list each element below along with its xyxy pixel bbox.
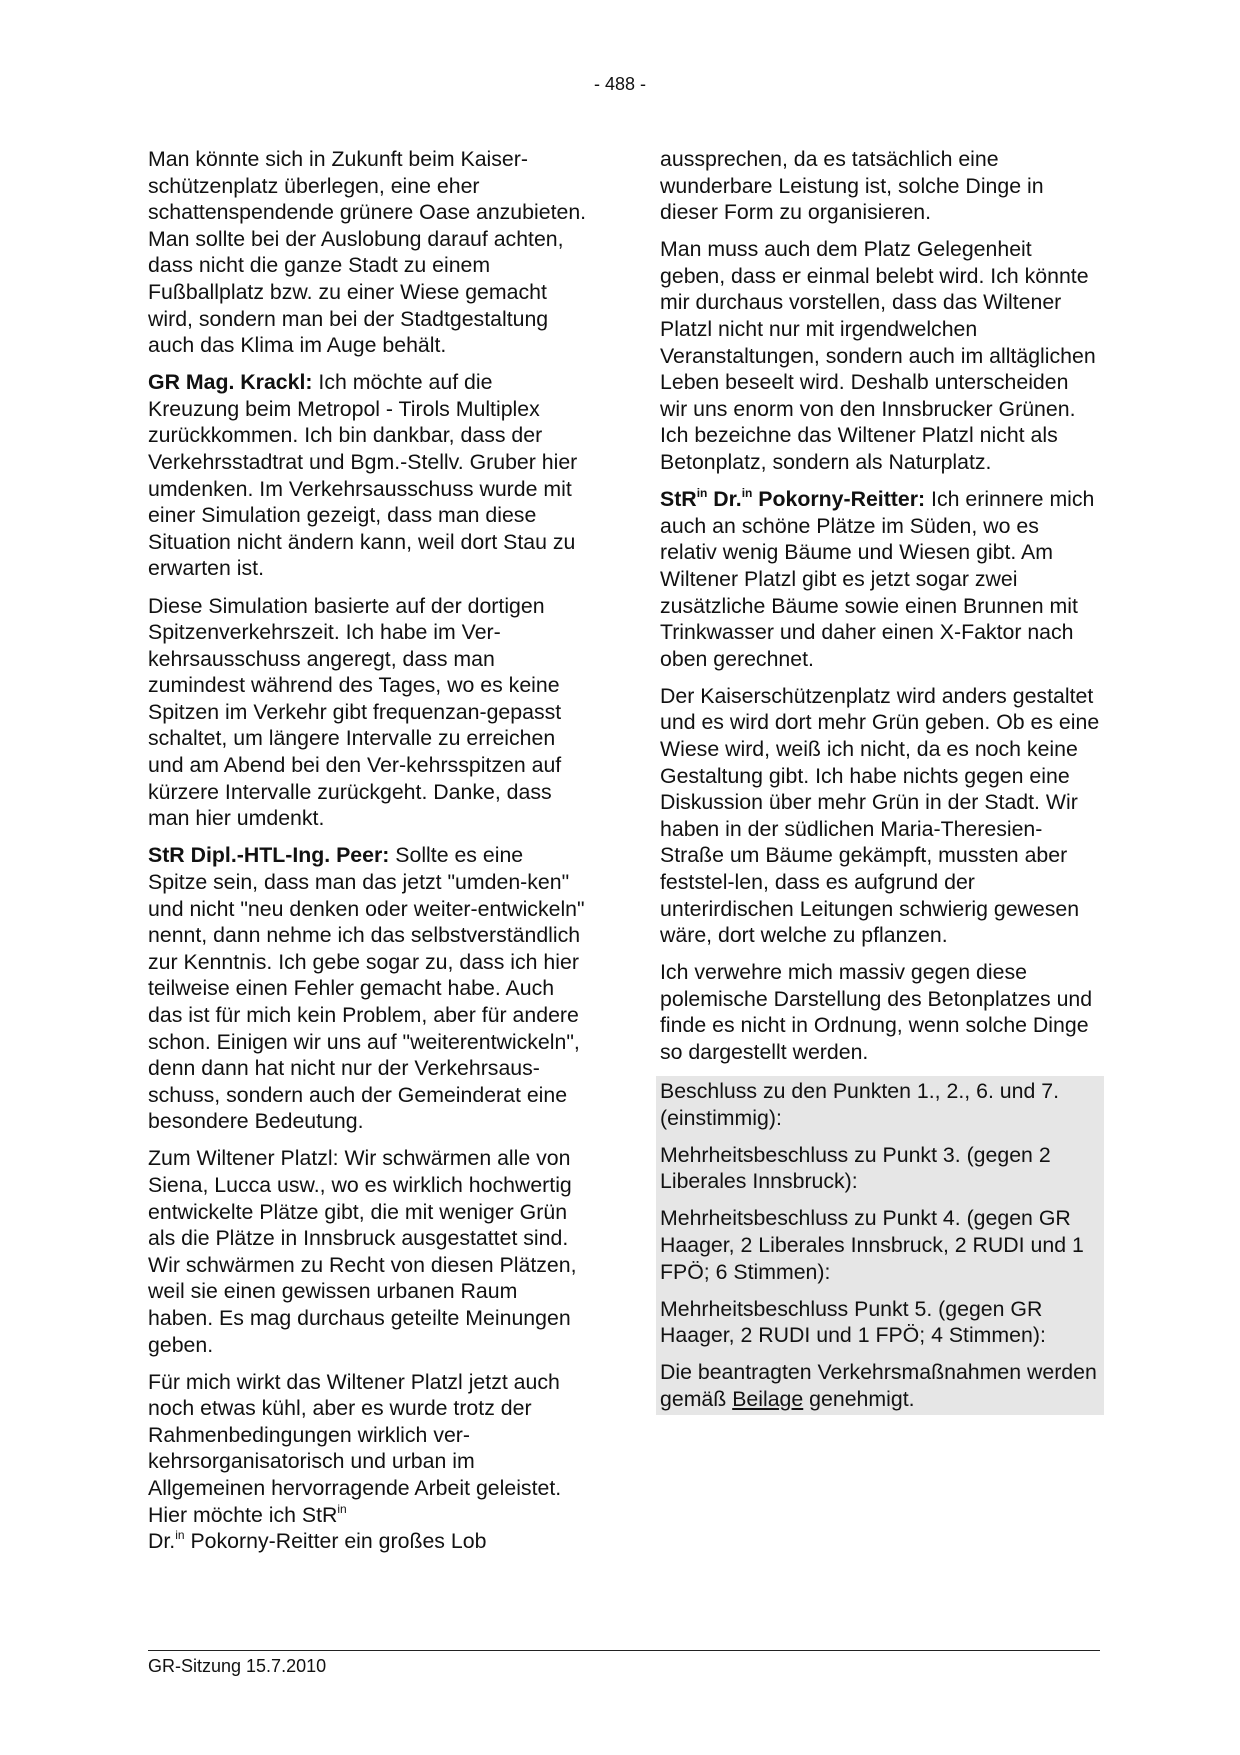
paragraph: aussprechen, da es tatsächlich eine wunderbare Leistung ist, solche Dinge in dieser Form zu organisieren.: [660, 147, 1044, 225]
superscript: in: [175, 1528, 185, 1543]
paragraph: Ich verwehre mich massiv gegen diese polemische Darstellung des Betonplatzes und finde es nicht in Ordnung, wenn solche Dinge so dargestellt werden.: [660, 960, 1093, 1064]
resolution-item: Mehrheitsbeschluss Punkt 5. (gegen GR Haager, 2 RUDI und 1 FPÖ; 4 Stimmen):: [660, 1296, 1046, 1348]
speech-text: Sollte es eine Spitze sein, dass man das jetzt "umden-ken" und nicht "neu denken oder weiter-entwickeln" nennt, dann nehme ich das selbstverständlich zur Kenntnis. Ich gebe sogar zu, dass ich hier teilweise einen Fehler gemacht habe. Auch das ist für mich kein Problem, aber für andere schon. Einigen wir uns auf "weiterentwickeln", denn dann hat nicht nur der Verkehrsaus-schuss, sondern auch der Gemeinderat eine besondere Bedeutung.: [148, 843, 585, 1134]
speech-text: Dr.: [148, 1529, 176, 1554]
paragraph: Man könnte sich in Zukunft beim Kaiser-schützenplatz überlegen, eine eher schattenspendende grünere Oase anzubieten. Man sollte bei der Auslobung darauf achten, dass nicht die ganze Stadt zu einem Fußballplatz bzw. zu einer Wiese gemacht wird, sondern man bei der Stadtgestaltung auch das Klima im Auge behält.: [148, 147, 587, 358]
paragraph: [148, 842, 588, 1135]
speaker-name-part: StR: [660, 487, 697, 512]
beilage-link[interactable]: Beilage: [732, 1387, 804, 1412]
resolution-item: Mehrheitsbeschluss zu Punkt 3. (gegen 2 Liberales Innsbruck):: [660, 1142, 1051, 1194]
superscript: in: [696, 486, 708, 501]
resolution-box: [656, 1076, 1104, 1415]
resolution-text: Die beantragten Verkehrsmaßnahmen werden gemäß: [660, 1360, 1097, 1412]
speaker-name-part: Pokorny-Reitter:: [752, 487, 926, 512]
resolution-item: [660, 1359, 1100, 1412]
speech-text: Pokorny-Reitter ein großes Lob: [184, 1529, 487, 1554]
speaker-name: GR Mag. Krackl:: [148, 370, 313, 395]
paragraph: [148, 1369, 588, 1555]
resolution-item: Mehrheitsbeschluss zu Punkt 4. (gegen GR Haager, 2 Liberales Innsbruck, 2 RUDI und 1 FPÖ; 6 Stimmen):: [660, 1206, 1084, 1284]
footer-divider: [148, 1650, 1100, 1651]
speaker-name: [660, 487, 925, 511]
left-column: [148, 146, 588, 1565]
superscript: in: [337, 1501, 347, 1516]
paragraph: Der Kaiserschützenplatz wird anders gestaltet und es wird dort mehr Grün geben. Ob es eine Wiese wird, weiß ich nicht, da es noch keine Gestaltung gibt. Ich habe nichts gegen eine Diskussion über mehr Grün in der Stadt. Wir haben in der südlichen Maria-Theresien-Straße um Bäume gekämpft, mussten aber feststel-len, dass es aufgrund der unterirdischen Leitungen schwierig gewesen wäre, dort welche zu pflanzen.: [660, 683, 1100, 948]
speaker-name-part: Dr.: [707, 487, 742, 512]
paragraph: Diese Simulation basierte auf der dortigen Spitzenverkehrszeit. Ich habe im Ver-kehrsausschuss angeregt, dass man zumindest während des Tages, wo es keine Spitzen im Verkehr gibt frequenzan-gepasst schaltet, um längere Intervalle zu erreichen und am Abend bei den Ver-kehrsspitzen auf kürzere Intervalle zurückgeht. Danke, dass man hier umdenkt.: [148, 593, 562, 831]
paragraph: [660, 486, 1100, 672]
speech-text: Ich möchte auf die Kreuzung beim Metropol - Tirols Multiplex zurückkommen. Ich bin dankbar, dass der Verkehrsstadtrat und Bgm.-Stellv. Gruber hier umdenken. Im Verkehrsausschuss wurde mit einer Simulation gezeigt, dass man diese Situation nicht ändern kann, weil dort Stau zu erwarten ist.: [148, 370, 578, 581]
speaker-name: StR Dipl.-HTL-Ing. Peer:: [148, 843, 390, 868]
right-column: [660, 146, 1100, 1415]
page-number: - 488 -: [593, 74, 647, 94]
superscript: in: [741, 486, 753, 501]
speech-text: Ich erinnere mich auch an schöne Plätze im Süden, wo es relativ wenig Bäume und Wiesen gibt. Am Wiltener Platzl gibt es jetzt sogar zwei zusätzliche Bäume sowie einen Brunnen mit Trinkwasser und daher einen X-Faktor nach oben gerechnet.: [660, 487, 1095, 671]
paragraph: Man muss auch dem Platz Gelegenheit geben, dass er einmal belebt wird. Ich könnte mir durchaus vorstellen, dass das Wiltener Platzl nicht nur mit irgendwelchen Veranstaltungen, sondern auch im alltäglichen Leben beseelt wird. Deshalb unterscheiden wir uns enorm von den Innsbrucker Grünen. Ich bezeichne das Wiltener Platzl nicht als Betonplatz, sondern als Naturplatz.: [660, 237, 1096, 475]
paragraph: Zum Wiltener Platzl: Wir schwärmen alle von Siena, Lucca usw., wo es wirklich hochwertig entwickelte Plätze gibt, die mit weniger Grün als die Plätze in Innsbruck ausgestattet sind. Wir schwärmen zu Recht von diesen Plätzen, weil sie einen gewissen urbanen Raum haben. Es mag durchaus geteilte Meinungen geben.: [148, 1146, 577, 1357]
resolution-text: genehmigt.: [803, 1387, 915, 1412]
resolution-item: Beschluss zu den Punkten 1., 2., 6. und 7. (einstimmig):: [660, 1079, 1059, 1130]
paragraph: [148, 369, 588, 582]
speech-text: Für mich wirkt das Wiltener Platzl jetzt auch noch etwas kühl, aber es wurde trotz der Rahmenbedingungen wirklich ver-kehrsorganisatorisch und urban im Allgemeinen hervorragende Arbeit geleistet. Hier möchte ich StR: [148, 1369, 562, 1527]
footer-text: GR-Sitzung 15.7.2010: [148, 1656, 327, 1676]
